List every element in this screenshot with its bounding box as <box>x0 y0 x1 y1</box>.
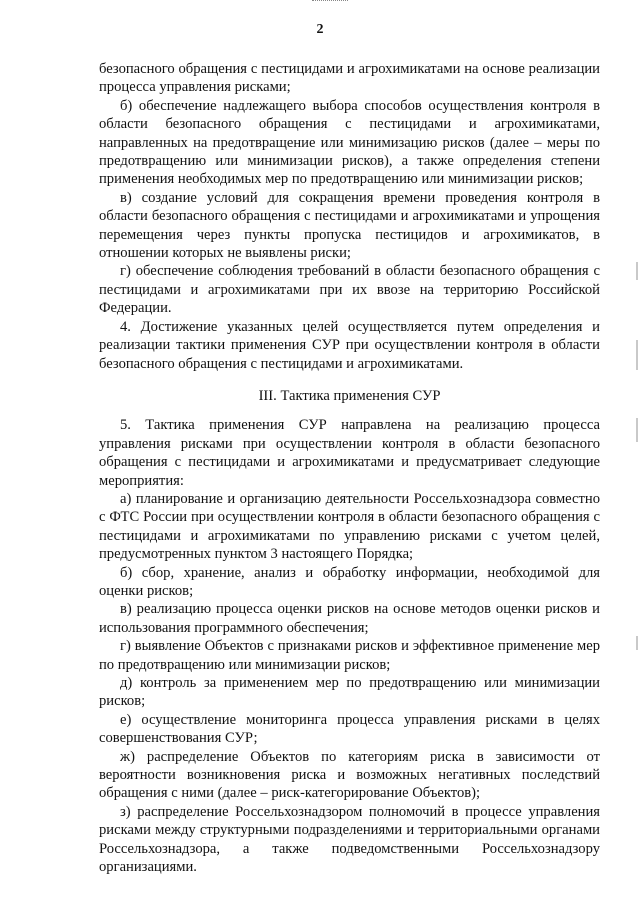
paragraph: 5. Тактика применения СУР направлена на реализацию процесса управления рисками при осуществлении контроля в области безопасного обращения с пестицидами и агрохимикатами и предусматривает следующие мероприятия: <box>99 417 600 489</box>
paragraph: б) обеспечение надлежащего выбора способов осуществления контроля в области безопасного обращения с пестицидами и агрохимикатами, направленных на предотвращение или минимизацию рисков (далее – меры по предотвращению или минимизации рисков), а также определения степени применения необходимых мер по предотвращению или минимизации рисков; <box>99 97 600 188</box>
paragraph: 4. Достижение указанных целей осуществляется путем определения и реализации тактики применения СУР при осуществлении контроля в области безопасного обращения с пестицидами и агрохимикатами. <box>99 318 600 372</box>
paragraph: в) создание условий для сокращения времени проведения контроля в области безопасного обращения с пестицидами и агрохимикатами и упрощения перемещения через пункты пропуска пестицидов и агрохимикатов, в отношении которых не выявлены риски; <box>99 189 600 262</box>
paragraph: б) сбор, хранение, анализ и обработку информации, необходимой для оценки рисков; <box>99 564 600 599</box>
scan-edge-mark <box>312 0 348 3</box>
paragraph: а) планирование и организацию деятельности Россельхознадзора совместно с ФТС России при осуществлении контроля в области безопасного обращения с пестицидами и агрохимикатами по управлению рисками с учетом целей, предусмотренных пунктом 3 настоящего Порядка; <box>99 490 600 563</box>
scan-edge-mark <box>636 636 638 650</box>
document-body <box>99 60 600 876</box>
paragraph: з) распределение Россельхознадзором полномочий в процессе управления рисками между структурными подразделениями и территориальными органами Россельхознадзора, а также подведомственными Россельхознадзору организациями. <box>99 803 600 876</box>
paragraph: е) осуществление мониторинга процесса управления рисками в целях совершенствования СУР; <box>99 711 600 747</box>
paragraph: ж) распределение Объектов по категориям риска в зависимости от вероятности возникновения риска и возможных негативных последствий обращения с ними (далее – риск-категорирование Объектов); <box>99 748 600 802</box>
paragraph: безопасного обращения с пестицидами и агрохимикатами на основе реализации процесса управления рисками; <box>99 61 600 96</box>
section-heading: III. Тактика применения СУР <box>258 387 441 404</box>
paragraph: в) реализацию процесса оценки рисков на основе методов оценки рисков и использования программного обеспечения; <box>99 601 600 636</box>
paragraph: д) контроль за применением мер по предотвращению или минимизации рисков; <box>99 675 600 710</box>
page-number: 2 <box>316 22 324 37</box>
scan-edge-mark <box>636 418 638 442</box>
paragraphs-after-heading <box>99 416 600 876</box>
scan-edge-mark <box>636 262 638 280</box>
scan-edge-mark <box>636 340 638 370</box>
paragraphs-before-heading <box>99 60 600 373</box>
paragraph: г) выявление Объектов с признаками рисков и эффективное применение мер по предотвращению или минимизации рисков; <box>99 638 600 673</box>
paragraph: г) обеспечение соблюдения требований в области безопасного обращения с пестицидами и агрохимикатами при их ввозе на территорию Российской Федерации. <box>99 263 600 317</box>
